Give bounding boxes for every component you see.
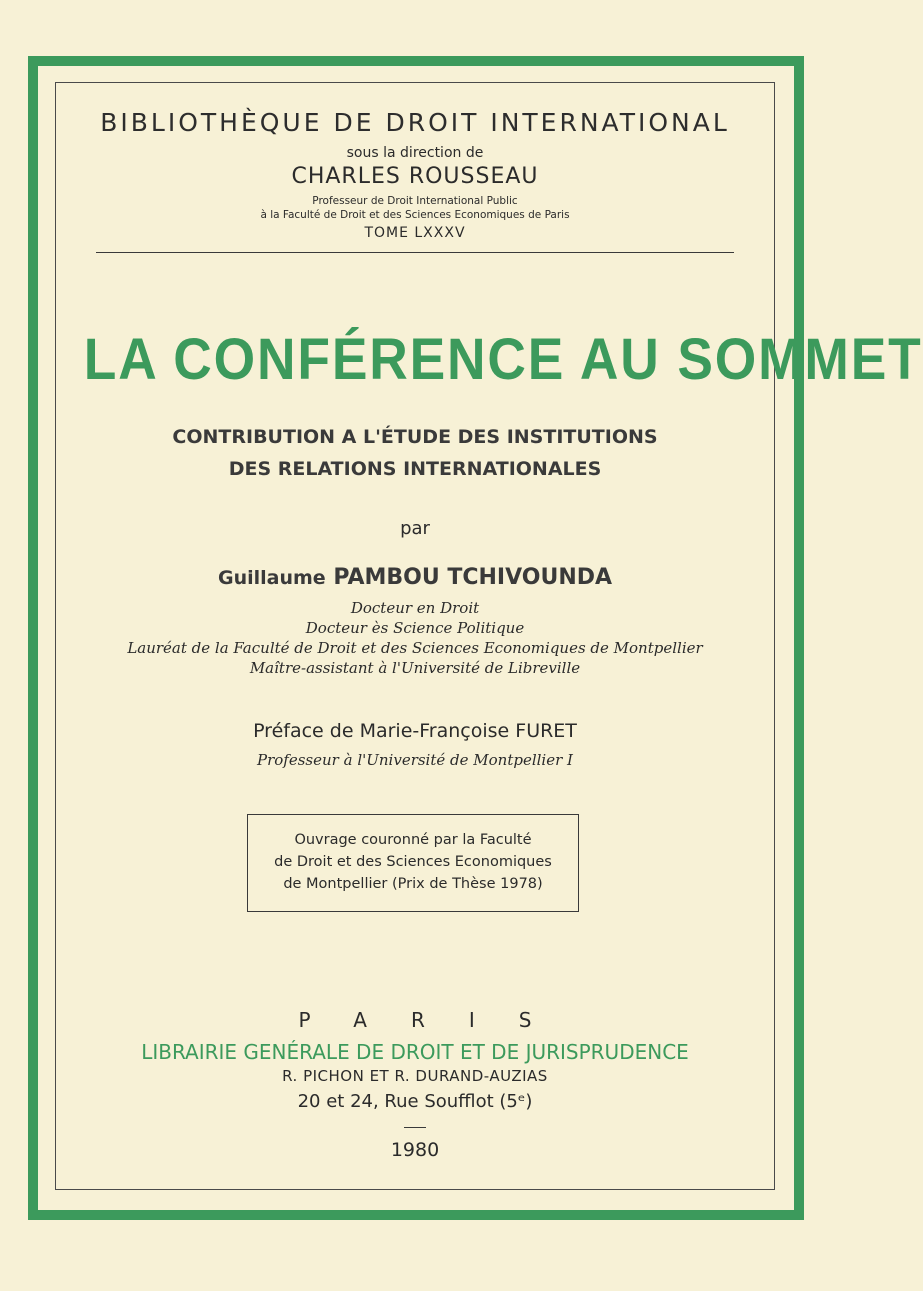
preface-by: Préface de Marie-Françoise FURET — [253, 720, 577, 742]
credential-line: Maître-assistant à l'Université de Libreville — [249, 659, 581, 677]
publisher-address: 20 et 24, Rue Soufflot (5ᵉ) — [297, 1091, 533, 1112]
author-credentials — [55, 598, 775, 678]
imprint-city: PARIS — [298, 1008, 576, 1032]
publisher-name: LIBRAIRIE GENÉRALE DE DROIT ET DE JURISPRUDENCE — [141, 1040, 689, 1064]
publication-year: 1980 — [390, 1139, 440, 1161]
credential-line: Docteur ès Science Politique — [305, 619, 525, 637]
editor-title-line1: Professeur de Droit International Public — [312, 195, 518, 207]
credential-line: Lauréat de la Faculté de Droit et des Sciences Economiques de Montpellier — [127, 639, 703, 657]
book-subtitle — [55, 421, 775, 485]
award-line2: de Droit et des Sciences Economiques — [274, 854, 552, 870]
editor-title-line2: à la Faculté de Droit et des Sciences Economiques de Paris — [260, 209, 570, 221]
direction-label: sous la direction de — [346, 145, 484, 161]
subtitle-line1: CONTRIBUTION A L'ÉTUDE DES INSTITUTIONS — [172, 426, 658, 448]
author-first-name: Guillaume — [217, 567, 326, 589]
award-box — [247, 814, 579, 912]
book-title: LA CONFÉRENCE AU SOMMET — [83, 327, 923, 392]
preface-author-title: Professeur à l'Université de Montpellier I — [257, 751, 573, 769]
author-name — [55, 565, 775, 590]
editor-title — [55, 194, 775, 222]
publisher-owners: R. PICHON ET R. DURAND-AUZIAS — [282, 1067, 548, 1085]
credential-line: Docteur en Droit — [350, 599, 480, 617]
award-line3: de Montpellier (Prix de Thèse 1978) — [283, 876, 543, 892]
series-divider — [96, 252, 734, 253]
series-name: BIBLIOTHÈQUE DE DROIT INTERNATIONAL — [100, 108, 730, 137]
year-divider — [404, 1127, 426, 1128]
award-line1: Ouvrage couronné par la Faculté — [294, 832, 532, 848]
subtitle-line2: DES RELATIONS INTERNATIONALES — [228, 458, 602, 480]
editor-name: CHARLES ROUSSEAU — [291, 164, 539, 189]
by-label: par — [400, 518, 430, 539]
tome-number: TOME LXXXV — [364, 225, 466, 241]
author-last-name: PAMBOU TCHIVOUNDA — [333, 565, 613, 590]
